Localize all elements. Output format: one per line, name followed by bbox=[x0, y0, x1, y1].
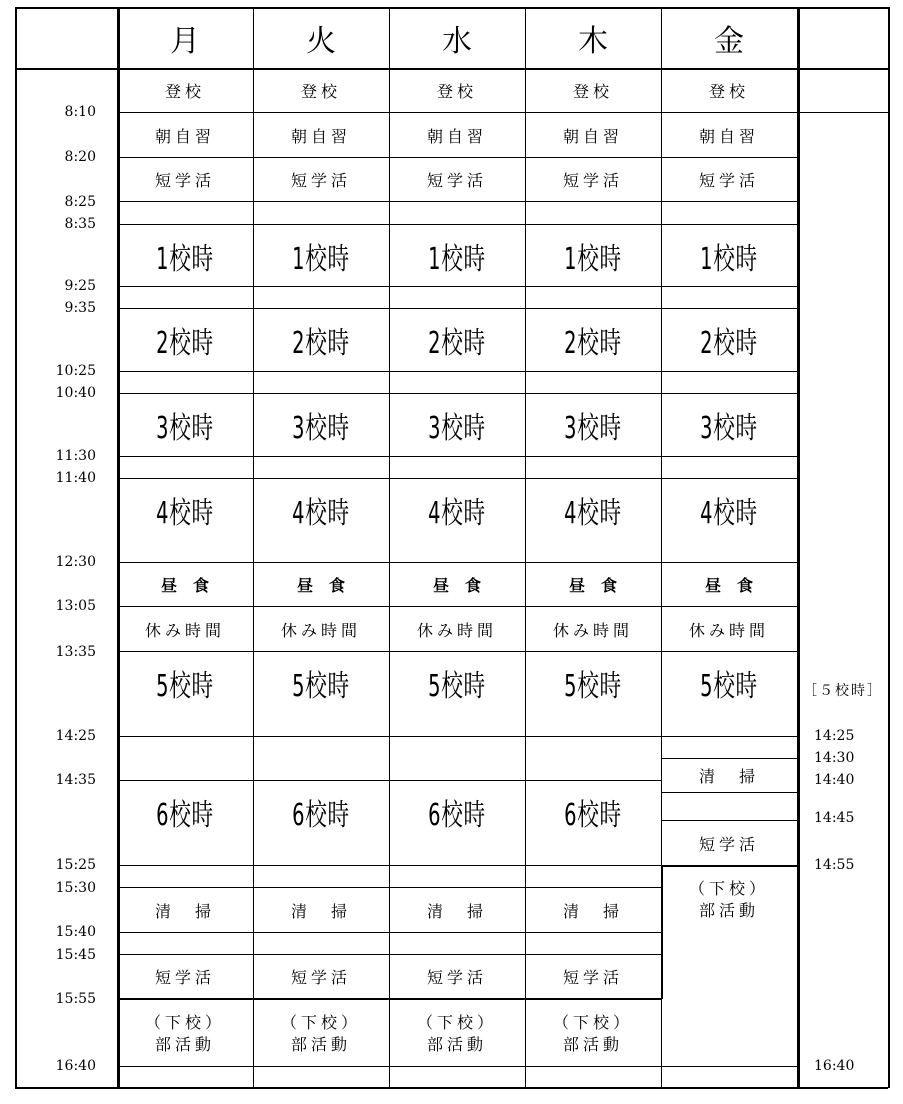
cleaning-cell: 清 掃 bbox=[154, 901, 215, 921]
period-5-cell: 5校時 bbox=[156, 669, 214, 704]
period-4-cell: 4校時 bbox=[700, 496, 758, 531]
bukatsu-label-friday: 部活動 bbox=[698, 900, 759, 920]
geko-label-friday: （下校） bbox=[688, 878, 769, 898]
time-label-left: 8:20 bbox=[64, 149, 96, 165]
period-1-cell: 1校時 bbox=[156, 241, 214, 277]
bukatsu-label: 部活動 bbox=[290, 1034, 351, 1054]
period-3-cell: 3校時 bbox=[564, 411, 622, 446]
break-cell: 休み時間 bbox=[688, 620, 769, 640]
tangakkatsu-cell: 短学活 bbox=[562, 968, 623, 987]
day-header-4: 木 bbox=[578, 24, 608, 59]
period-2-cell: 2校時 bbox=[700, 326, 758, 361]
grid-line bbox=[661, 792, 797, 793]
period-4-cell: 4校時 bbox=[428, 496, 486, 531]
period-3-cell: 3校時 bbox=[700, 411, 758, 446]
period-4-cell: 4校時 bbox=[564, 496, 622, 531]
time-label-left: 9:25 bbox=[64, 278, 96, 294]
period-1-cell: 1校時 bbox=[428, 241, 486, 277]
time-label-left: 16:40 bbox=[55, 1058, 96, 1074]
break-cell: 休み時間 bbox=[144, 620, 225, 640]
period-6-cell: 6校時 bbox=[564, 798, 622, 833]
bukatsu-label: 部活動 bbox=[154, 1034, 215, 1054]
toko-cell: 登校 bbox=[436, 82, 477, 101]
bukatsu-label: 部活動 bbox=[426, 1034, 487, 1054]
time-label-right: 16:40 bbox=[814, 1058, 855, 1074]
cleaning-cell: 清 掃 bbox=[290, 901, 351, 921]
tangakkatsu-cell: 短学活 bbox=[290, 968, 351, 987]
period-5-cell: 5校時 bbox=[428, 669, 486, 704]
time-label-left: 9:35 bbox=[64, 300, 96, 316]
grid-line bbox=[15, 1087, 888, 1089]
lunch-cell: 昼 食 bbox=[568, 576, 617, 595]
break-cell: 休み時間 bbox=[280, 620, 361, 640]
geko-label: （下校） bbox=[280, 1012, 361, 1032]
cleaning-cell: 清 掃 bbox=[562, 901, 623, 921]
grid-line bbox=[888, 7, 890, 1088]
tangakkatsu-friday-cell: 短学活 bbox=[698, 834, 759, 854]
break-cell: 休み時間 bbox=[416, 620, 497, 640]
asa-jishu-cell: 朝自習 bbox=[290, 126, 351, 146]
period-2-cell: 2校時 bbox=[428, 326, 486, 361]
lunch-cell: 昼 食 bbox=[704, 576, 753, 595]
time-label-left: 14:35 bbox=[55, 772, 96, 788]
toko-cell: 登校 bbox=[572, 82, 613, 101]
period-6-cell: 6校時 bbox=[428, 798, 486, 833]
period-3-cell: 3校時 bbox=[428, 411, 486, 446]
period-3-cell: 3校時 bbox=[156, 411, 214, 446]
grid-line bbox=[117, 371, 797, 372]
toko-cell: 登校 bbox=[708, 82, 749, 101]
period-2-cell: 2校時 bbox=[564, 326, 622, 361]
grid-line bbox=[797, 112, 888, 113]
asa-jishu-cell: 朝自習 bbox=[154, 126, 215, 146]
grid-line bbox=[117, 286, 797, 287]
day-header-1: 月 bbox=[170, 24, 200, 59]
lunch-cell: 昼 食 bbox=[160, 576, 209, 595]
time-label-left: 13:05 bbox=[55, 598, 96, 614]
tangakkatsu-cell: 短学活 bbox=[426, 968, 487, 987]
grid-line bbox=[117, 201, 797, 202]
time-label-right: 14:25 bbox=[814, 728, 855, 744]
day-header-2: 火 bbox=[306, 24, 336, 59]
tangakkatsu-cell: 短学活 bbox=[562, 171, 623, 190]
period-2-cell: 2校時 bbox=[292, 326, 350, 361]
time-label-left: 14:25 bbox=[55, 728, 96, 744]
time-label-left: 15:45 bbox=[55, 947, 96, 963]
time-label-left: 12:30 bbox=[55, 554, 96, 570]
tangakkatsu-cell: 短学活 bbox=[698, 171, 759, 190]
grid-line bbox=[661, 1066, 797, 1067]
cleaning-friday-cell: 清 掃 bbox=[698, 766, 759, 786]
period-6-cell: 6校時 bbox=[156, 798, 214, 833]
time-label-left: 8:35 bbox=[64, 216, 96, 232]
day-header-3: 水 bbox=[442, 24, 472, 59]
tangakkatsu-cell: 短学活 bbox=[154, 968, 215, 987]
asa-jishu-cell: 朝自習 bbox=[426, 126, 487, 146]
cleaning-cell: 清 掃 bbox=[426, 901, 487, 921]
period-4-cell: 4校時 bbox=[156, 496, 214, 531]
grid-line bbox=[117, 456, 797, 457]
period-1-cell: 1校時 bbox=[292, 241, 350, 277]
period-5-cell: 5校時 bbox=[700, 669, 758, 704]
period-4-cell: 4校時 bbox=[292, 496, 350, 531]
grid-line bbox=[797, 7, 800, 1088]
geko-label: （下校） bbox=[144, 1012, 225, 1032]
geko-label: （下校） bbox=[416, 1012, 497, 1032]
asa-jishu-cell: 朝自習 bbox=[562, 126, 623, 146]
period-6-cell: 6校時 bbox=[292, 798, 350, 833]
day-header-5: 金 bbox=[714, 24, 744, 59]
period-5-cell: 5校時 bbox=[292, 669, 350, 704]
tangakkatsu-cell: 短学活 bbox=[290, 171, 351, 190]
period-3-cell: 3校時 bbox=[292, 411, 350, 446]
bukatsu-label: 部活動 bbox=[562, 1034, 623, 1054]
time-label-right: 14:45 bbox=[814, 810, 855, 826]
geko-label: （下校） bbox=[552, 1012, 633, 1032]
tangakkatsu-cell: 短学活 bbox=[426, 171, 487, 190]
period-5-note: ［５校時］ bbox=[803, 683, 883, 699]
time-label-left: 15:55 bbox=[55, 991, 96, 1007]
period-1-cell: 1校時 bbox=[564, 241, 622, 277]
time-label-left: 15:25 bbox=[55, 857, 96, 873]
grid-line bbox=[117, 865, 661, 866]
grid-line bbox=[661, 736, 797, 737]
time-label-right: 14:40 bbox=[814, 772, 855, 788]
period-2-cell: 2校時 bbox=[156, 326, 214, 361]
grid-line bbox=[117, 1066, 661, 1067]
time-label-right: 14:55 bbox=[814, 857, 855, 873]
time-label-left: 15:30 bbox=[55, 880, 96, 896]
time-label-right: 14:30 bbox=[814, 750, 855, 766]
time-label-left: 10:25 bbox=[55, 363, 96, 379]
period-5-cell: 5校時 bbox=[564, 669, 622, 704]
grid-line bbox=[117, 932, 661, 933]
grid-line bbox=[117, 736, 661, 737]
time-label-left: 11:40 bbox=[55, 470, 96, 486]
time-label-left: 8:10 bbox=[64, 104, 96, 120]
time-label-left: 15:40 bbox=[55, 924, 96, 940]
toko-cell: 登校 bbox=[300, 82, 341, 101]
lunch-cell: 昼 食 bbox=[296, 576, 345, 595]
tangakkatsu-cell: 短学活 bbox=[154, 171, 215, 190]
grid-line bbox=[117, 998, 661, 1000]
break-cell: 休み時間 bbox=[552, 620, 633, 640]
asa-jishu-cell: 朝自習 bbox=[698, 126, 759, 146]
time-label-left: 10:40 bbox=[55, 385, 96, 401]
period-1-cell: 1校時 bbox=[700, 241, 758, 277]
time-label-left: 11:30 bbox=[55, 448, 96, 464]
grid-line bbox=[661, 865, 797, 867]
lunch-cell: 昼 食 bbox=[432, 576, 481, 595]
time-label-left: 13:35 bbox=[55, 644, 96, 660]
toko-cell: 登校 bbox=[164, 82, 205, 101]
time-label-left: 8:25 bbox=[64, 194, 96, 210]
